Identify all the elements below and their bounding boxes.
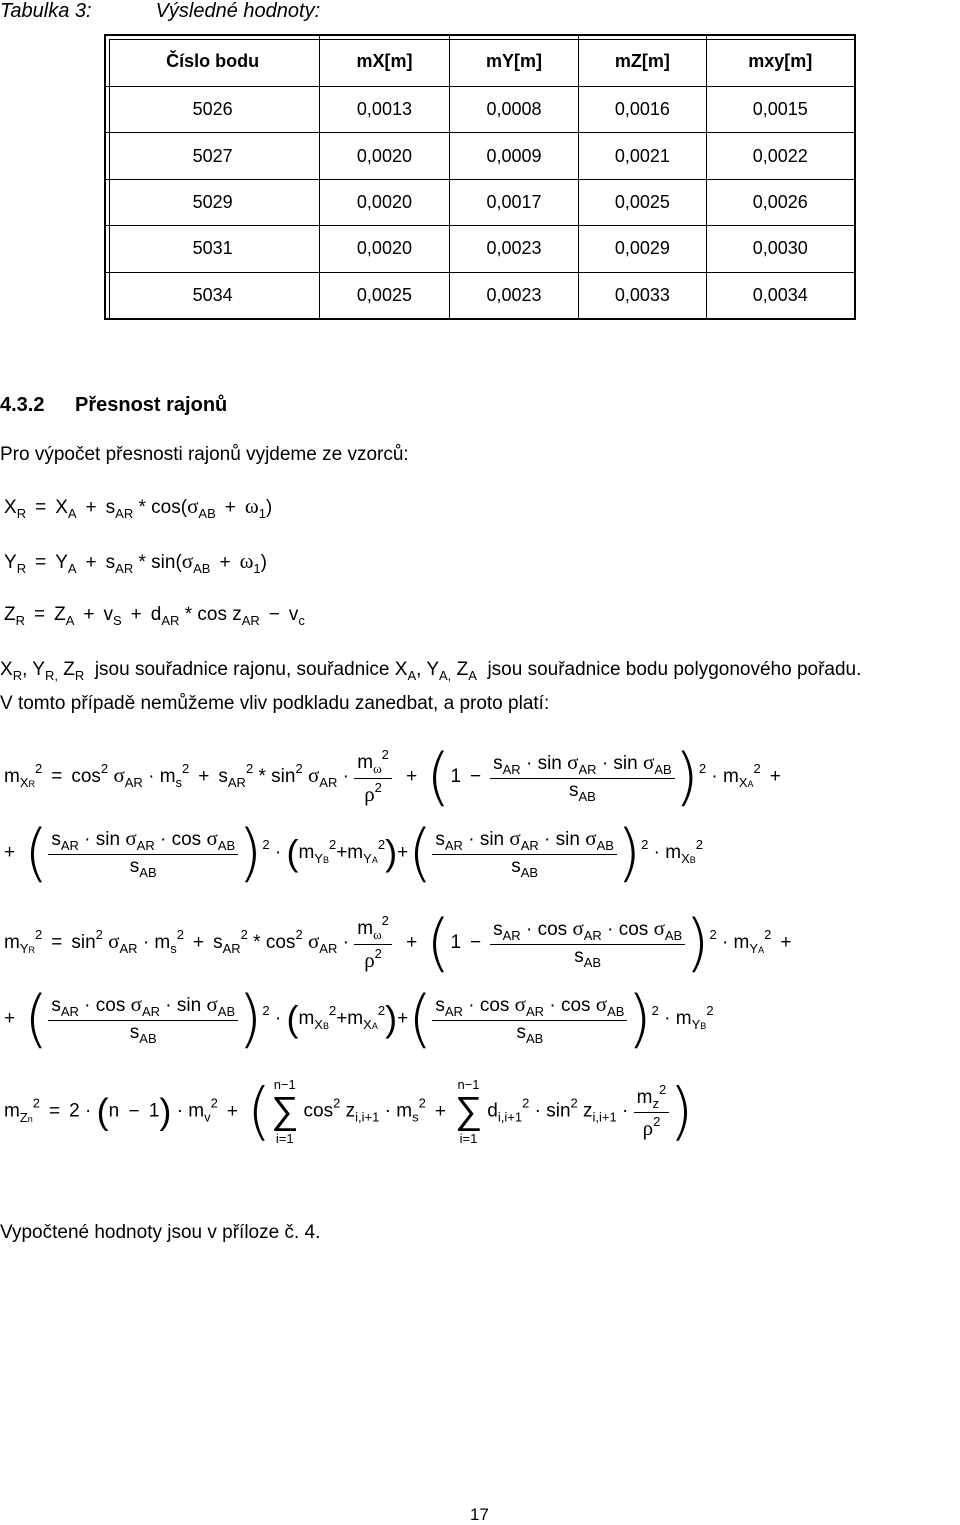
cell: 0,0022 (706, 133, 855, 179)
table-header-row (105, 35, 855, 87)
formula-myr-line2: + ( $\frac{s_{AR} \cdot \cos \sigma_{AR} \cdot \sin \sigma_{AB}}{s_{AB}}$ )$^2 \cdot (m_{XB}^2+m_{XA}^2)+$( $\frac{s_{AR} \cdot \cos \sigma_{AR} \cdot \cos \sigma_{AB}}{s_{AB}}$ )$^2 \cdot m_{YB}^2$ (4, 982, 714, 1055)
cell: 0,0009 (449, 133, 579, 179)
cell: 5026 (105, 87, 320, 133)
table-row (105, 87, 855, 133)
section-heading (0, 394, 227, 417)
cell: 5027 (105, 133, 320, 179)
table-row (105, 272, 855, 319)
explanation-line: $X_R$, $Y_{R,}$ $Z_R$ jsou souřadnice rajonu, souřadnice $X_A$, $Y_{A,}$ $Z_A$ jsou souřadnice bodu polygonového pořadu. (0, 659, 862, 683)
section-title: Přesnost rajonů (75, 394, 228, 416)
header-mx: mX[m] (320, 35, 450, 87)
cell: 0,0026 (706, 179, 855, 225)
formula-myr-line1: $m_{YR}^2 = \sin^2 \sigma_{AR} \cdot m_s^2 + s_{AR}^2 * \cos^2 \sigma_{AR}$ · $\frac{m_\omega^2}{\rho^2}$ + (1 − $\frac{s_{AR} \cdot \cos \sigma_{AR} \cdot \cos \sigma_{AB}}{s_{AB}}$ )$^2 \cdot m_{YA}^2$ + (4, 906, 792, 979)
cell: 0,0013 (320, 87, 450, 133)
cell: 0,0016 (579, 87, 706, 133)
formula-xr: $X_R = X_A + s_{AR} * \cos(\sigma_{AB} + \omega_1)$ (4, 494, 273, 521)
cell: 0,0029 (579, 226, 706, 272)
formula-yr: $Y_R = Y_A + s_{AR} * \sin(\sigma_{AB} + \omega_1)$ (4, 549, 267, 576)
cell: 0,0023 (449, 226, 579, 272)
explanation-text-2: jsou souřadnice bodu polygonového pořadu. (487, 659, 862, 680)
section-number: 4.3.2 (0, 394, 45, 416)
explanation-line-2: V tomto případě nemůžeme vliv podkladu zanedbat, a proto platí: (0, 693, 550, 714)
cell: 0,0021 (579, 133, 706, 179)
cell: 0,0033 (579, 272, 706, 319)
table-row (105, 226, 855, 272)
cell: 5031 (105, 226, 320, 272)
table-caption-title: Výsledné hodnoty: (155, 0, 321, 22)
formula-zr: $Z_R = Z_A + v_S + d_{AR} * \cos z_{AR} - v_c$ (4, 604, 305, 628)
results-table (104, 34, 856, 320)
intro-text: Pro výpočet přesnosti rajonů vyjdeme ze vzorců: (0, 444, 409, 465)
table-caption (0, 0, 320, 23)
cell: 0,0034 (706, 272, 855, 319)
header-mz: mZ[m] (579, 35, 706, 87)
page-number: 17 (470, 1505, 489, 1524)
header-point: Číslo bodu (105, 35, 320, 87)
formula-mz: $m_{Zn}^2 = 2 \cdot (n - 1) \cdot m_v^2$ + ( n−1 ∑ i=1 $\cos^2 z_{i,i+1} \cdot m_s^2$ + n−1 ∑ i=1 $d_{i,i+1}^2 \cdot \sin^2 z_{i,i+1}$ · $\frac{m_z^2}{\rho^2}$ ) (4, 1074, 694, 1148)
cell: 0,0025 (320, 272, 450, 319)
cell: 5034 (105, 272, 320, 319)
cell: 0,0015 (706, 87, 855, 133)
table-row (105, 133, 855, 179)
table-row (105, 179, 855, 225)
formula-mxr-line1: $m_{XR}^2 = \cos^2 \sigma_{AR} \cdot m_s^2 + s_{AR}^2 * \sin^2 \sigma_{AR}$ · $\frac{m_\omega^2}{\rho^2}$ + (1 − $\frac{s_{AR} \cdot \sin \sigma_{AR} \cdot \sin \sigma_{AB}}{s_{AB}}$ )$^2 \cdot m_{XA}^2$ + (4, 740, 781, 813)
formula-mxr-line2: + ( $\frac{s_{AR} \cdot \sin \sigma_{AR} \cdot \cos \sigma_{AB}}{s_{AB}}$ )$^2 \cdot (m_{YB}^2+m_{YA}^2)+$( $\frac{s_{AR} \cdot \sin \sigma_{AR} \cdot \sin \sigma_{AB}}{s_{AB}}$ )$^2 \cdot m_{XB}^2$ (4, 816, 703, 889)
cell: 0,0017 (449, 179, 579, 225)
cell: 0,0025 (579, 179, 706, 225)
cell: 0,0020 (320, 226, 450, 272)
header-my: mY[m] (449, 35, 579, 87)
header-mxy: mxy[m] (706, 35, 855, 87)
cell: 5029 (105, 179, 320, 225)
closing-text: Vypočtené hodnoty jsou v příloze č. 4. (0, 1222, 321, 1243)
cell: 0,0020 (320, 133, 450, 179)
cell: 0,0023 (449, 272, 579, 319)
cell: 0,0008 (449, 87, 579, 133)
table-caption-label: Tabulka 3: (0, 0, 92, 22)
cell: 0,0020 (320, 179, 450, 225)
cell: 0,0030 (706, 226, 855, 272)
explanation-text-1: jsou souřadnice rajonu, souřadnice (94, 659, 390, 680)
